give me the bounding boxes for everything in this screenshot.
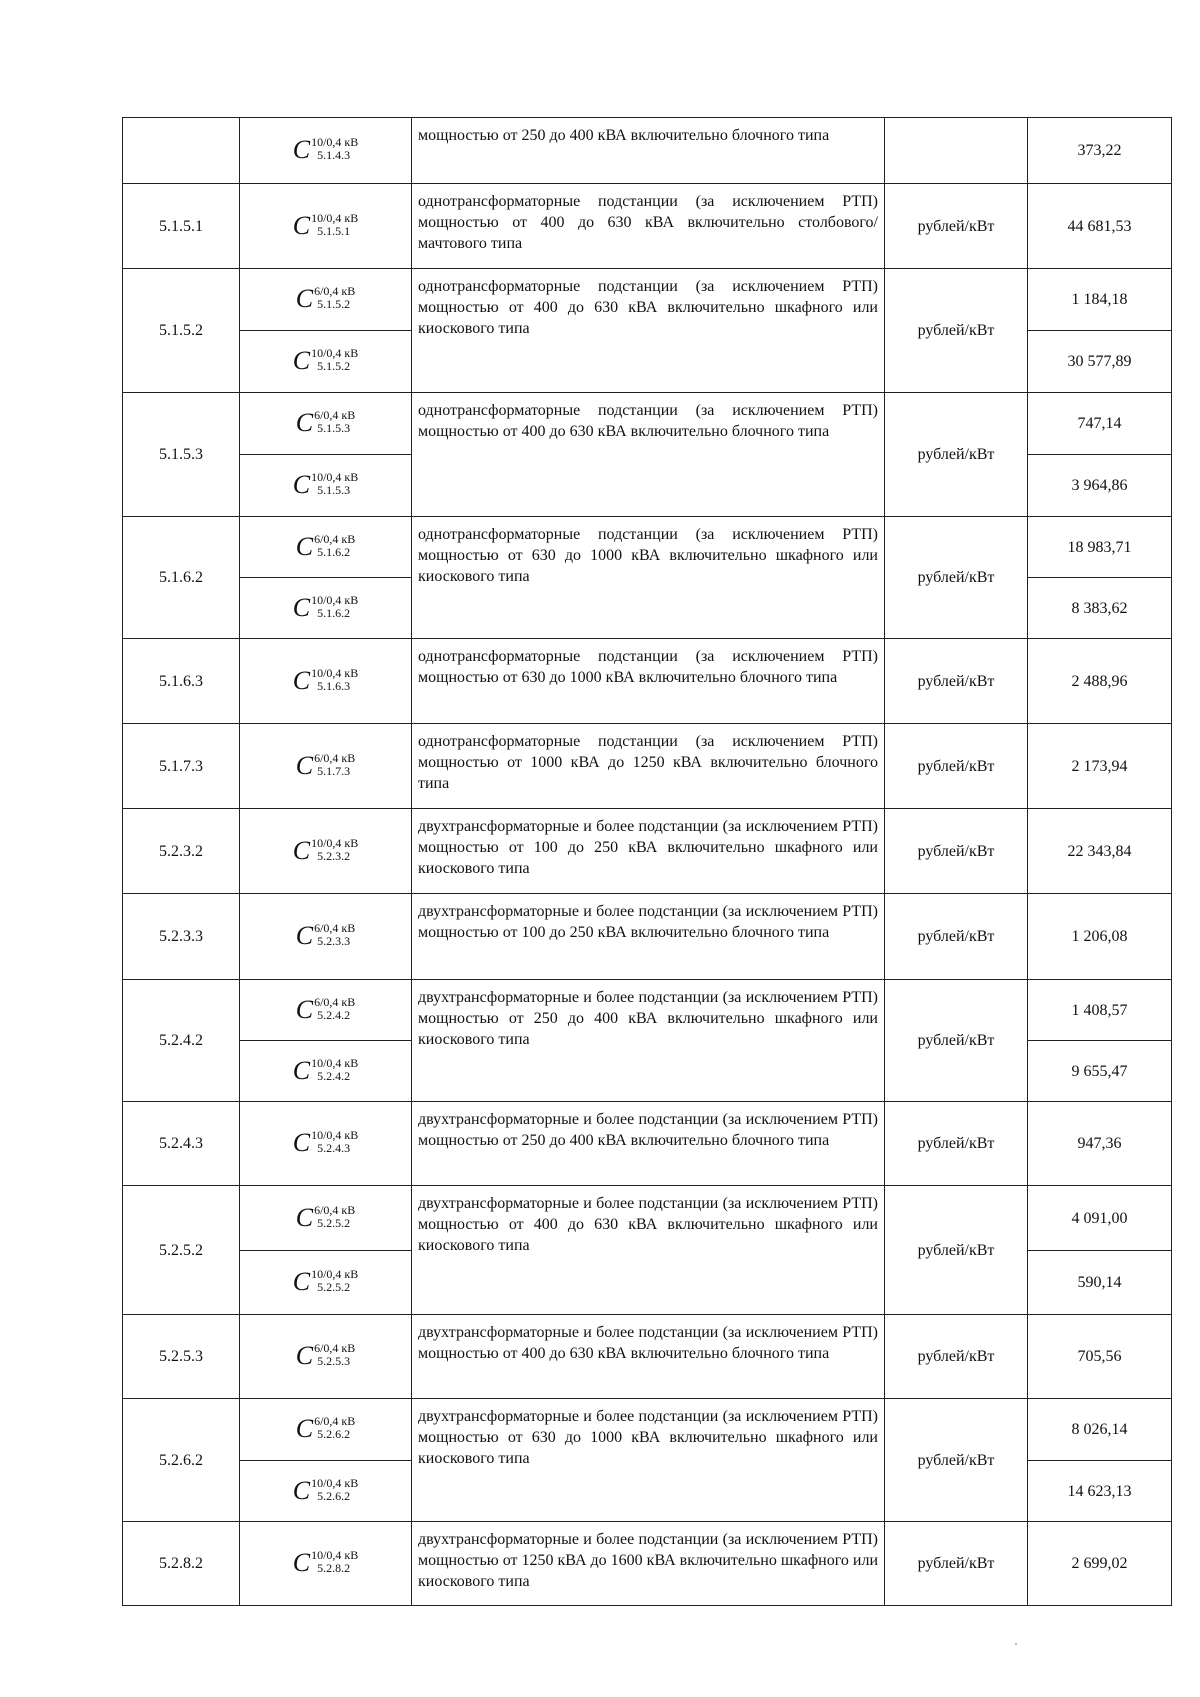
- row-unit: рублей/кВт: [885, 517, 1028, 639]
- tariff-code: C 10/0,4 кВ 5.2.6.2: [240, 1461, 412, 1522]
- row-unit: [885, 118, 1028, 184]
- row-description: двухтрансформаторные и более подстанции (за исключением РТП) мощностью от 1250 кВА до 1600 кВА включительно шкафного или киоскового типа: [412, 1522, 885, 1606]
- tariff-code: C 10/0,4 кВ 5.2.4.3: [240, 1102, 412, 1186]
- row-unit: рублей/кВт: [885, 1522, 1028, 1606]
- tariff-code: C 6/0,4 кВ 5.1.5.2: [240, 269, 412, 331]
- row-number: 5.2.4.2: [123, 980, 240, 1102]
- tariff-code: C 6/0,4 кВ 5.1.6.2: [240, 517, 412, 578]
- table-row: [123, 393, 1172, 455]
- row-value: 8 383,62: [1028, 578, 1172, 639]
- tariff-code: C 10/0,4 кВ 5.1.6.2: [240, 578, 412, 639]
- row-description: однотрансформаторные подстанции (за исключением РТП) мощностью от 630 до 1000 кВА включительно шкафного или киоскового типа: [412, 517, 885, 639]
- row-description: однотрансформаторные подстанции (за исключением РТП) мощностью от 630 до 1000 кВА включительно блочного типа: [412, 639, 885, 724]
- row-value: 1 408,57: [1028, 980, 1172, 1041]
- row-unit: рублей/кВт: [885, 809, 1028, 894]
- row-value: 30 577,89: [1028, 331, 1172, 393]
- row-unit: рублей/кВт: [885, 1186, 1028, 1315]
- tariff-code: C 6/0,4 кВ 5.2.4.2: [240, 980, 412, 1041]
- table-row: [123, 118, 1172, 184]
- row-value: 2 488,96: [1028, 639, 1172, 724]
- row-value: 22 343,84: [1028, 809, 1172, 894]
- row-description: двухтрансформаторные и более подстанции (за исключением РТП) мощностью от 250 до 400 кВА включительно шкафного или киоскового типа: [412, 980, 885, 1102]
- tariff-code: C 6/0,4 кВ 5.1.7.3: [240, 724, 412, 809]
- tariff-table: [122, 117, 1172, 1606]
- row-value: 14 623,13: [1028, 1461, 1172, 1522]
- row-description: двухтрансформаторные и более подстанции (за исключением РТП) мощностью от 100 до 250 кВА включительно блочного типа: [412, 894, 885, 980]
- row-number: 5.1.7.3: [123, 724, 240, 809]
- row-number: 5.1.5.3: [123, 393, 240, 517]
- table-row: [123, 809, 1172, 894]
- table-row: [123, 724, 1172, 809]
- row-number: 5.2.3.2: [123, 809, 240, 894]
- table-row: [123, 1399, 1172, 1461]
- tariff-code: C 6/0,4 кВ 5.2.5.3: [240, 1315, 412, 1399]
- row-description: однотрансформаторные подстанции (за исключением РТП) мощностью от 400 до 630 кВА включительно блочного типа: [412, 393, 885, 517]
- table-row: [123, 269, 1172, 331]
- row-number: 5.2.3.3: [123, 894, 240, 980]
- table-row: [123, 184, 1172, 269]
- row-description: двухтрансформаторные и более подстанции (за исключением РТП) мощностью от 630 до 1000 кВА включительно шкафного или киоскового типа: [412, 1399, 885, 1522]
- row-number: 5.1.6.3: [123, 639, 240, 724]
- row-unit: рублей/кВт: [885, 980, 1028, 1102]
- tariff-code: C 10/0,4 кВ 5.1.5.3: [240, 455, 412, 517]
- row-unit: рублей/кВт: [885, 724, 1028, 809]
- row-value: 373,22: [1028, 118, 1172, 184]
- row-value: 1 206,08: [1028, 894, 1172, 980]
- tariff-code: C 10/0,4 кВ 5.1.5.2: [240, 331, 412, 393]
- tariff-code: C 6/0,4 кВ 5.2.6.2: [240, 1399, 412, 1461]
- table-row: [123, 980, 1172, 1041]
- row-number: 5.1.5.1: [123, 184, 240, 269]
- tariff-code: C 10/0,4 кВ 5.2.5.2: [240, 1251, 412, 1315]
- row-value: 2 699,02: [1028, 1522, 1172, 1606]
- row-description: однотрансформаторные подстанции (за исключением РТП) мощностью от 400 до 630 кВА включительно шкафного или киоскового типа: [412, 269, 885, 393]
- row-description: двухтрансформаторные и более подстанции (за исключением РТП) мощностью от 400 до 630 кВА включительно шкафного или киоскового типа: [412, 1186, 885, 1315]
- tariff-code: C 10/0,4 кВ 5.1.4.3: [240, 118, 412, 184]
- row-value: 947,36: [1028, 1102, 1172, 1186]
- row-value: 9 655,47: [1028, 1041, 1172, 1102]
- table-row: [123, 1102, 1172, 1186]
- tariff-code: C 6/0,4 кВ 5.1.5.3: [240, 393, 412, 455]
- table-row: [123, 639, 1172, 724]
- row-number: 5.2.4.3: [123, 1102, 240, 1186]
- scan-speck: [1015, 1643, 1017, 1645]
- row-number: 5.1.6.2: [123, 517, 240, 639]
- row-number: 5.2.5.3: [123, 1315, 240, 1399]
- row-description: двухтрансформаторные и более подстанции (за исключением РТП) мощностью от 400 до 630 кВА включительно блочного типа: [412, 1315, 885, 1399]
- row-unit: рублей/кВт: [885, 1315, 1028, 1399]
- row-value: 705,56: [1028, 1315, 1172, 1399]
- tariff-code: C 10/0,4 кВ 5.1.5.1: [240, 184, 412, 269]
- row-description: однотрансформаторные подстанции (за исключением РТП) мощностью от 400 до 630 кВА включительно столбового/мачтового типа: [412, 184, 885, 269]
- table-row: [123, 1315, 1172, 1399]
- row-value: 3 964,86: [1028, 455, 1172, 517]
- row-description: двухтрансформаторные и более подстанции (за исключением РТП) мощностью от 100 до 250 кВА включительно шкафного или киоскового типа: [412, 809, 885, 894]
- tariff-code: C 6/0,4 кВ 5.2.5.2: [240, 1186, 412, 1251]
- row-number: [123, 118, 240, 184]
- row-number: 5.2.5.2: [123, 1186, 240, 1315]
- row-value: 590,14: [1028, 1251, 1172, 1315]
- row-unit: рублей/кВт: [885, 639, 1028, 724]
- row-value: 8 026,14: [1028, 1399, 1172, 1461]
- row-unit: рублей/кВт: [885, 184, 1028, 269]
- row-value: 747,14: [1028, 393, 1172, 455]
- row-value: 1 184,18: [1028, 269, 1172, 331]
- table-row: [123, 1186, 1172, 1251]
- row-unit: рублей/кВт: [885, 894, 1028, 980]
- table-row: [123, 517, 1172, 578]
- table-row: [123, 1522, 1172, 1606]
- row-number: 5.2.6.2: [123, 1399, 240, 1522]
- tariff-code: C 10/0,4 кВ 5.1.6.3: [240, 639, 412, 724]
- row-value: 44 681,53: [1028, 184, 1172, 269]
- tariff-code: C 10/0,4 кВ 5.2.8.2: [240, 1522, 412, 1606]
- tariff-code: C 6/0,4 кВ 5.2.3.3: [240, 894, 412, 980]
- tariff-code: C 10/0,4 кВ 5.2.3.2: [240, 809, 412, 894]
- row-unit: рублей/кВт: [885, 1399, 1028, 1522]
- tariff-code: C 10/0,4 кВ 5.2.4.2: [240, 1041, 412, 1102]
- row-description: двухтрансформаторные и более подстанции (за исключением РТП) мощностью от 250 до 400 кВА включительно блочного типа: [412, 1102, 885, 1186]
- row-number: 5.1.5.2: [123, 269, 240, 393]
- row-description: мощностью от 250 до 400 кВА включительно блочного типа: [412, 118, 885, 184]
- table-row: [123, 894, 1172, 980]
- row-unit: рублей/кВт: [885, 269, 1028, 393]
- row-value: 2 173,94: [1028, 724, 1172, 809]
- row-unit: рублей/кВт: [885, 393, 1028, 517]
- row-unit: рублей/кВт: [885, 1102, 1028, 1186]
- row-number: 5.2.8.2: [123, 1522, 240, 1606]
- row-value: 18 983,71: [1028, 517, 1172, 578]
- row-value: 4 091,00: [1028, 1186, 1172, 1251]
- row-description: однотрансформаторные подстанции (за исключением РТП) мощностью от 1000 кВА до 1250 кВА включительно блочного типа: [412, 724, 885, 809]
